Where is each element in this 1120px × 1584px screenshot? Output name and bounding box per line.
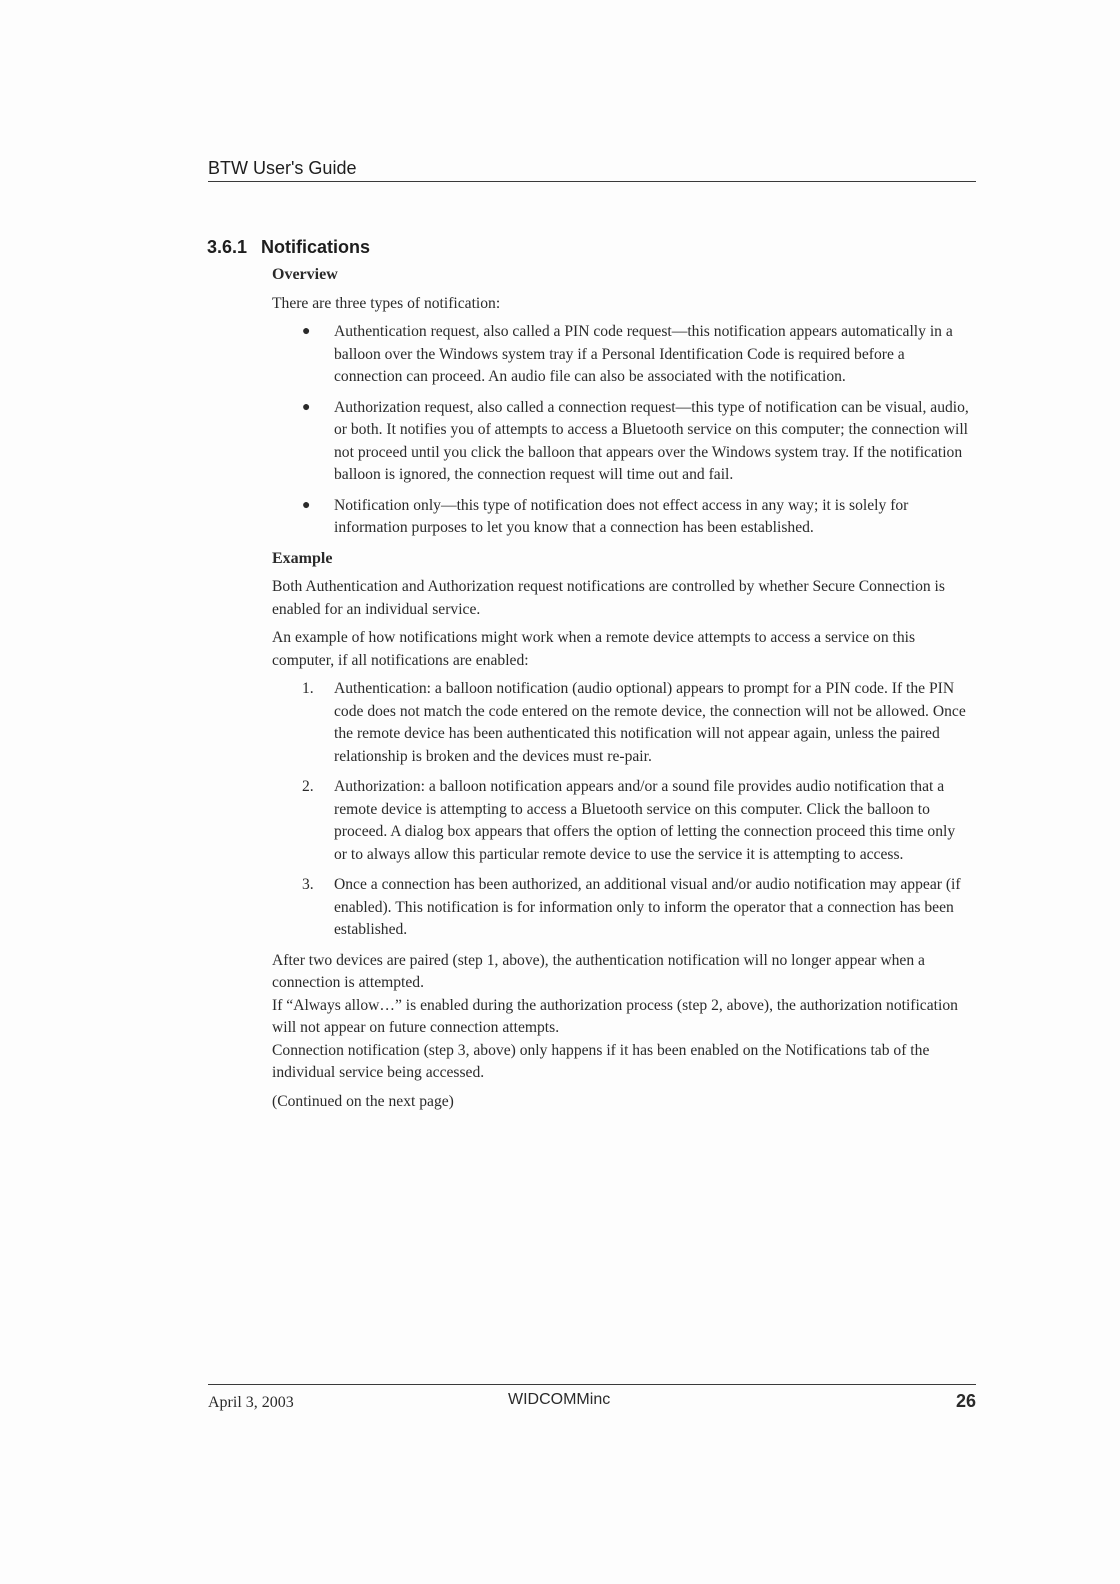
overview-heading: Overview: [272, 266, 338, 283]
step-text: Once a connection has been authorized, an additional visual and/or audio notification may appear (if enabled). This notification is for information only to inform the operator that a connection has been established.: [334, 876, 961, 938]
section-heading: [207, 237, 370, 258]
list-item: [272, 495, 972, 540]
page-number: 26: [955, 1391, 976, 1411]
after-paragraph-2: If “Always allow…” is enabled during the authorization process (step 2, above), the authorization notification will not appear on future connection attempts.: [272, 996, 958, 1036]
footer-date: April 3, 2003: [208, 1394, 294, 1411]
notification-types-list: [272, 321, 972, 540]
overview-intro: There are three types of notification:: [272, 294, 501, 312]
section-title: Notifications: [261, 237, 371, 257]
bullet-icon: ●: [302, 399, 311, 415]
list-item: [272, 776, 972, 866]
bullet-text: Notification only—this type of notification does not effect access in any way; it is solely for information purposes to let you know that a connection has been established.: [334, 496, 909, 536]
page-footer: [208, 1384, 976, 1412]
list-item: [272, 874, 972, 942]
bullet-icon: ●: [302, 497, 311, 513]
example-heading: Example: [272, 549, 333, 567]
example-steps-list: [272, 678, 972, 942]
after-paragraph-3: Connection notification (step 3, above) only happens if it has been enabled on the Notifications tab of the individual service being accessed.: [272, 1041, 930, 1081]
step-number: 2.: [302, 778, 314, 795]
step-text: Authorization: a balloon notification appears and/or a sound file provides audio notification that a remote device is attempting to access a Bluetooth service on this computer. Click the balloon to proceed. A dialog box appears that offers the option of letting the connection proceed this time only or to always allow this particular remote device to use the service it is attempting to access.: [334, 778, 956, 863]
footer-company: WIDCOMMinc: [508, 1391, 611, 1408]
list-item: [272, 321, 972, 389]
example-paragraph-2: An example of how notifications might work when a remote device attempts to access a service on this computer, if all notifications are enabled:: [272, 629, 916, 669]
step-number: 3.: [302, 876, 314, 893]
bullet-text: Authentication request, also called a PIN code request—this notification appears automatically in a balloon over the Windows system tray if a Personal Identification Code is required before a connection can proceed. An audio file can also be associated with the notification.: [334, 323, 953, 385]
list-item: [272, 397, 972, 487]
after-paragraph-1: After two devices are paired (step 1, above), the authentication notification will no longer appear when a connection is attempted.: [272, 951, 925, 991]
continued-note: (Continued on the next page): [272, 1092, 454, 1110]
bullet-icon: ●: [302, 324, 311, 339]
header-title: BTW User's Guide: [208, 158, 357, 178]
list-item: [272, 678, 972, 768]
example-paragraph-1: Both Authentication and Authorization request notifications are controlled by whether Secure Connection is enabled for an individual service.: [272, 578, 945, 618]
section-number: 3.6.1: [207, 237, 248, 257]
page-header: [208, 158, 976, 182]
step-text: Authentication: a balloon notification (audio optional) appears to prompt for a PIN code. If the PIN code does not match the code entered on the remote device, the connection will not be allowed. Once the remote device has been authenticated this notification will not appear again, unless the paired relationship is broken and the devices must re-pair.: [334, 680, 966, 765]
main-content: [272, 264, 972, 1119]
step-number: 1.: [302, 680, 314, 697]
bullet-text: Authorization request, also called a connection request—this type of notification can be visual, audio, or both. It notifies you of attempts to access a Bluetooth service on this computer; the connection will not proceed until you click the balloon that appears over the Windows system tray. If the notification balloon is ignored, the connection request will time out and fail.: [334, 398, 969, 483]
